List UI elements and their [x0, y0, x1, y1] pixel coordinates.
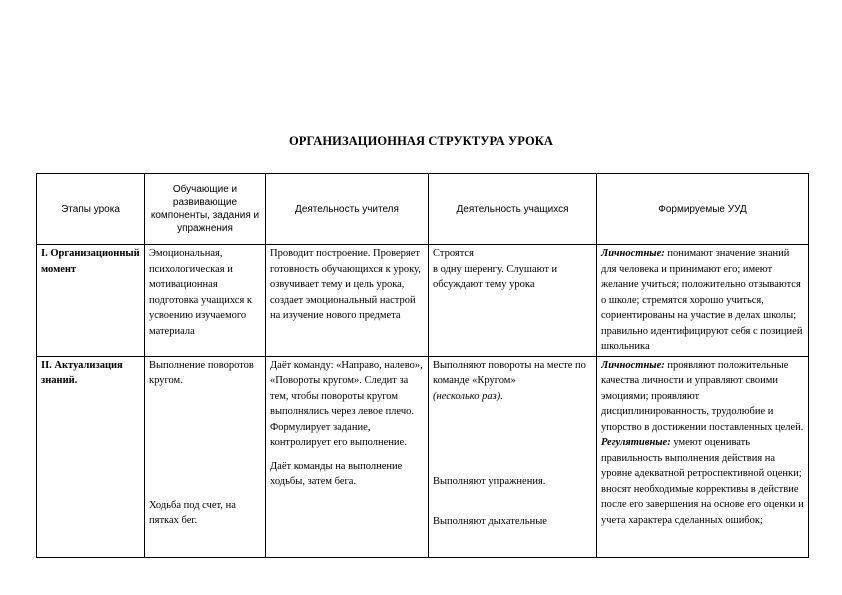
stage-name: II. Актуализация знаний.	[41, 359, 123, 386]
cell-teacher	[266, 356, 429, 557]
teacher-text-1: Даёт команду: «Направо, налево», «Повороты кругом». Следит за тем, чтобы повороты кругом выполнялись через левое плечо.	[270, 359, 423, 417]
uud-label: Личностные:	[601, 248, 665, 259]
teacher-text: Проводит построение. Проверяет готовность обучающихся к уроку, озвучивает тему и цель урока, создает эмоциональный настрой на изучение нового предмета	[270, 248, 421, 321]
components-text-2: Ходьба под счет, на пятках бег.	[149, 499, 236, 526]
uud-text: понимают значение знаний для человека и принимают его; имеют желание учиться; положительно отзываются о школе; стремятся хорошо учиться, сориентированы на участие в делах школы; правильно идентифицируют себя с позицией школьника	[601, 248, 803, 352]
components-text: Эмоциональная, психологическая и мотивационная подготовка учащихся к усвоению изучаемого материала	[149, 248, 253, 337]
lesson-structure-table	[36, 173, 809, 558]
cell-components	[145, 245, 266, 357]
uud-label-1: Личностные:	[601, 359, 665, 371]
cell-students	[429, 245, 597, 357]
students-text-1: Выполняют повороты на месте по команде «Кругом» (несколько раз).	[433, 359, 586, 402]
teacher-text-3: Даёт команды на выполнение ходьбы, затем бега.	[270, 460, 403, 487]
teacher-text-2: Формулирует задание, контролирует его выполнение.	[270, 421, 407, 448]
uud-label-2: Регулятивные:	[601, 437, 671, 448]
students-text-2: Выполняют упражнения.	[433, 476, 546, 487]
header-teacher: Деятельность учителя	[266, 174, 429, 245]
header-components: Обучающие и развивающие компоненты, задания и упражнения	[145, 174, 266, 245]
students-text-1-italic: (несколько раз).	[433, 390, 503, 402]
uud-text-2: умеют оценивать правильность выполнения действия на уровне адекватной ретроспективной оценки; вносят необходимые коррективы в действие после его завершения на основе его оценки и учета характера сделанных ошибок;	[601, 437, 804, 526]
students-text-3: Выполняют дыхательные	[433, 515, 547, 527]
table-row	[37, 245, 809, 357]
page-title: ОРГАНИЗАЦИОННАЯ СТРУКТУРА УРОКА	[288, 134, 554, 148]
table-row	[37, 356, 809, 557]
cell-components	[145, 356, 266, 557]
students-text: Строятся в одну шеренгу. Слушают и обсуждают тему урока	[433, 248, 558, 290]
stage-name: I. Организационный момент	[41, 248, 140, 275]
cell-stage	[37, 245, 145, 357]
cell-uud	[597, 245, 809, 357]
cell-uud	[597, 356, 809, 557]
cell-stage	[37, 356, 145, 557]
header-stages: Этапы урока	[37, 174, 145, 245]
cell-teacher	[266, 245, 429, 357]
header-students: Деятельность учащихся	[429, 174, 597, 245]
uud-text-1: проявляют положительные качества личности и управляют своими эмоциями; проявляют дисциплинированность, трудолюбие и упорство в достижении поставленных целей.	[601, 359, 804, 433]
header-uud: Формируемые УУД	[597, 174, 809, 245]
components-text-1: Выполнение поворотов кругом.	[149, 359, 254, 386]
table-header-row	[37, 174, 809, 245]
cell-students	[429, 356, 597, 557]
